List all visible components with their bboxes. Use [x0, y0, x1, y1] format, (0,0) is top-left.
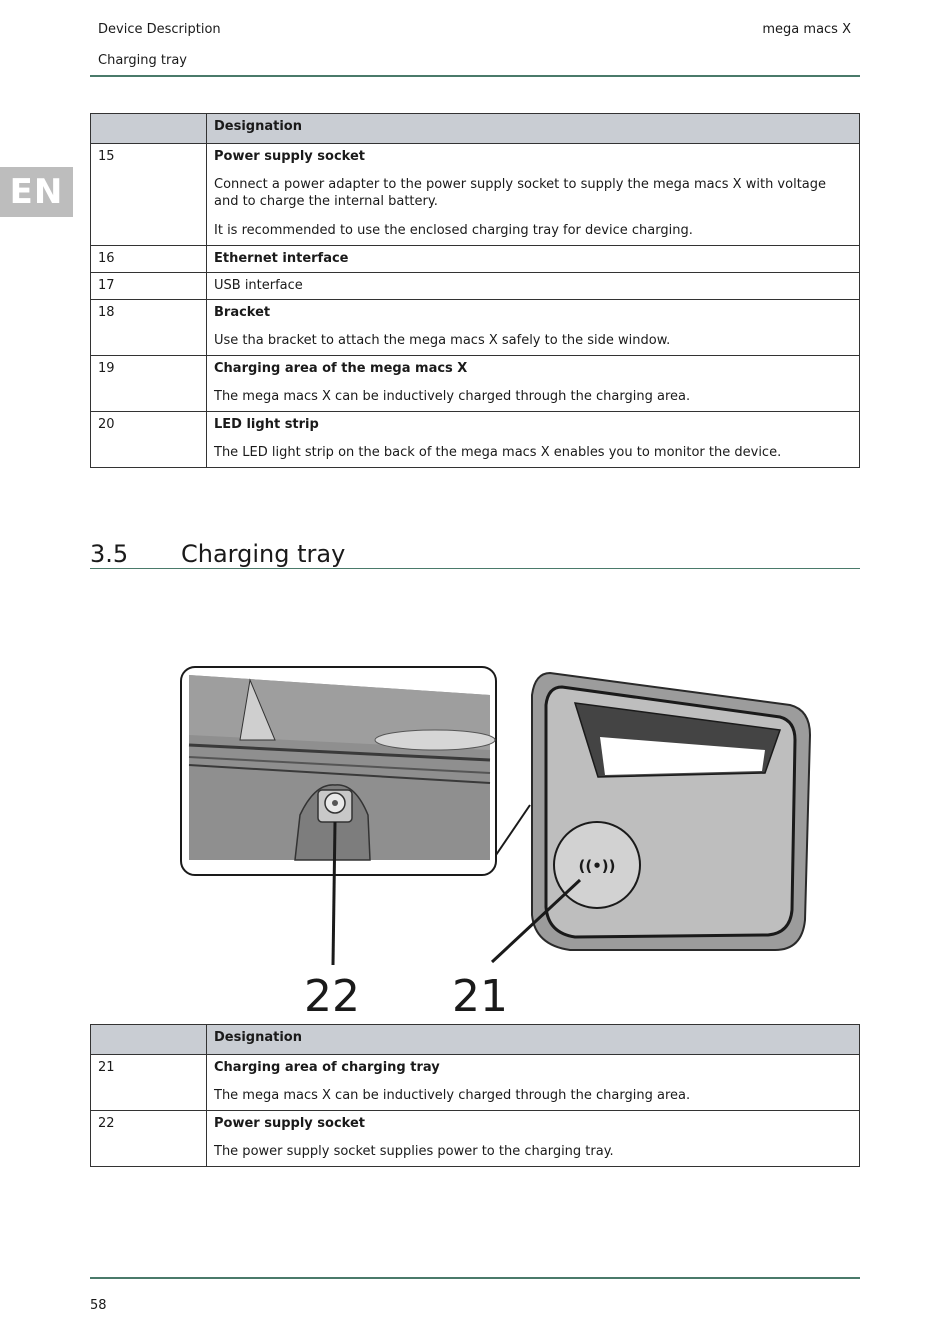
header-right-title: mega macs X	[762, 22, 851, 37]
designation-table-2	[90, 1024, 860, 1167]
socket-detail-inset	[181, 667, 496, 875]
row-paragraph: The mega macs X can be inductively charged through the charging area.	[214, 1088, 691, 1103]
row-number: 20	[91, 412, 207, 468]
row-title: Bracket	[214, 305, 271, 320]
row-number: 17	[91, 273, 207, 300]
row-content	[207, 1055, 860, 1111]
row-number: 21	[91, 1055, 207, 1111]
row-content	[207, 246, 860, 273]
row-content: USB interface	[207, 273, 860, 300]
row-title: LED light strip	[214, 417, 319, 432]
table-header-empty	[91, 1025, 207, 1055]
table-header-row	[91, 114, 860, 144]
row-paragraph: It is recommended to use the enclosed charging tray for device charging.	[214, 223, 693, 238]
header-subtitle: Charging tray	[98, 53, 187, 68]
section-title: Charging tray	[181, 540, 346, 568]
row-content	[207, 356, 860, 412]
row-paragraph: The LED light strip on the back of the mega macs X enables you to monitor the device.	[214, 445, 782, 460]
table-header-designation: Designation	[207, 114, 860, 144]
row-title: Charging area of the mega macs X	[214, 361, 468, 376]
row-number: 15	[91, 144, 207, 246]
table-header-row	[91, 1025, 860, 1055]
charging-tray-illustration	[180, 665, 820, 1020]
row-title: Charging area of charging tray	[214, 1060, 440, 1075]
section-number: 3.5	[90, 540, 129, 568]
table-row	[91, 356, 860, 412]
table-row	[91, 412, 860, 468]
charging-tray	[532, 673, 810, 950]
footer-rule	[90, 1277, 860, 1279]
header-rule	[90, 75, 860, 77]
table-row	[91, 300, 860, 356]
row-content	[207, 144, 860, 246]
row-number: 22	[91, 1111, 207, 1167]
wireless-charging-icon: ((•))	[578, 857, 616, 875]
row-title: Ethernet interface	[214, 251, 349, 266]
language-tab: EN	[0, 167, 73, 217]
table-row	[91, 1055, 860, 1111]
row-number: 16	[91, 246, 207, 273]
page-number: 58	[90, 1298, 107, 1313]
row-paragraph: Use tha bracket to attach the mega macs X safely to the side window.	[214, 333, 671, 348]
row-paragraph: The mega macs X can be inductively charged through the charging area.	[214, 389, 691, 404]
callout-label-21: 21	[452, 971, 508, 1020]
row-number: 19	[91, 356, 207, 412]
callout-label-22: 22	[304, 971, 360, 1020]
header-left-title: Device Description	[98, 22, 221, 37]
table-row	[91, 144, 860, 246]
designation-table-1	[90, 113, 860, 468]
table-row	[91, 1111, 860, 1167]
row-number: 18	[91, 300, 207, 356]
row-paragraph: The power supply socket supplies power to the charging tray.	[214, 1144, 614, 1159]
row-content	[207, 300, 860, 356]
row-paragraph: Connect a power adapter to the power supply socket to supply the mega macs X with voltage and to charge the internal battery.	[214, 177, 827, 209]
table-header-empty	[91, 114, 207, 144]
row-content	[207, 412, 860, 468]
table-row	[91, 273, 860, 300]
table-header-designation: Designation	[207, 1025, 860, 1055]
row-title: Power supply socket	[214, 149, 365, 164]
row-content	[207, 1111, 860, 1167]
callout-line-22	[333, 822, 335, 965]
table-row	[91, 246, 860, 273]
row-title: Power supply socket	[214, 1116, 365, 1131]
section-rule	[90, 568, 860, 569]
